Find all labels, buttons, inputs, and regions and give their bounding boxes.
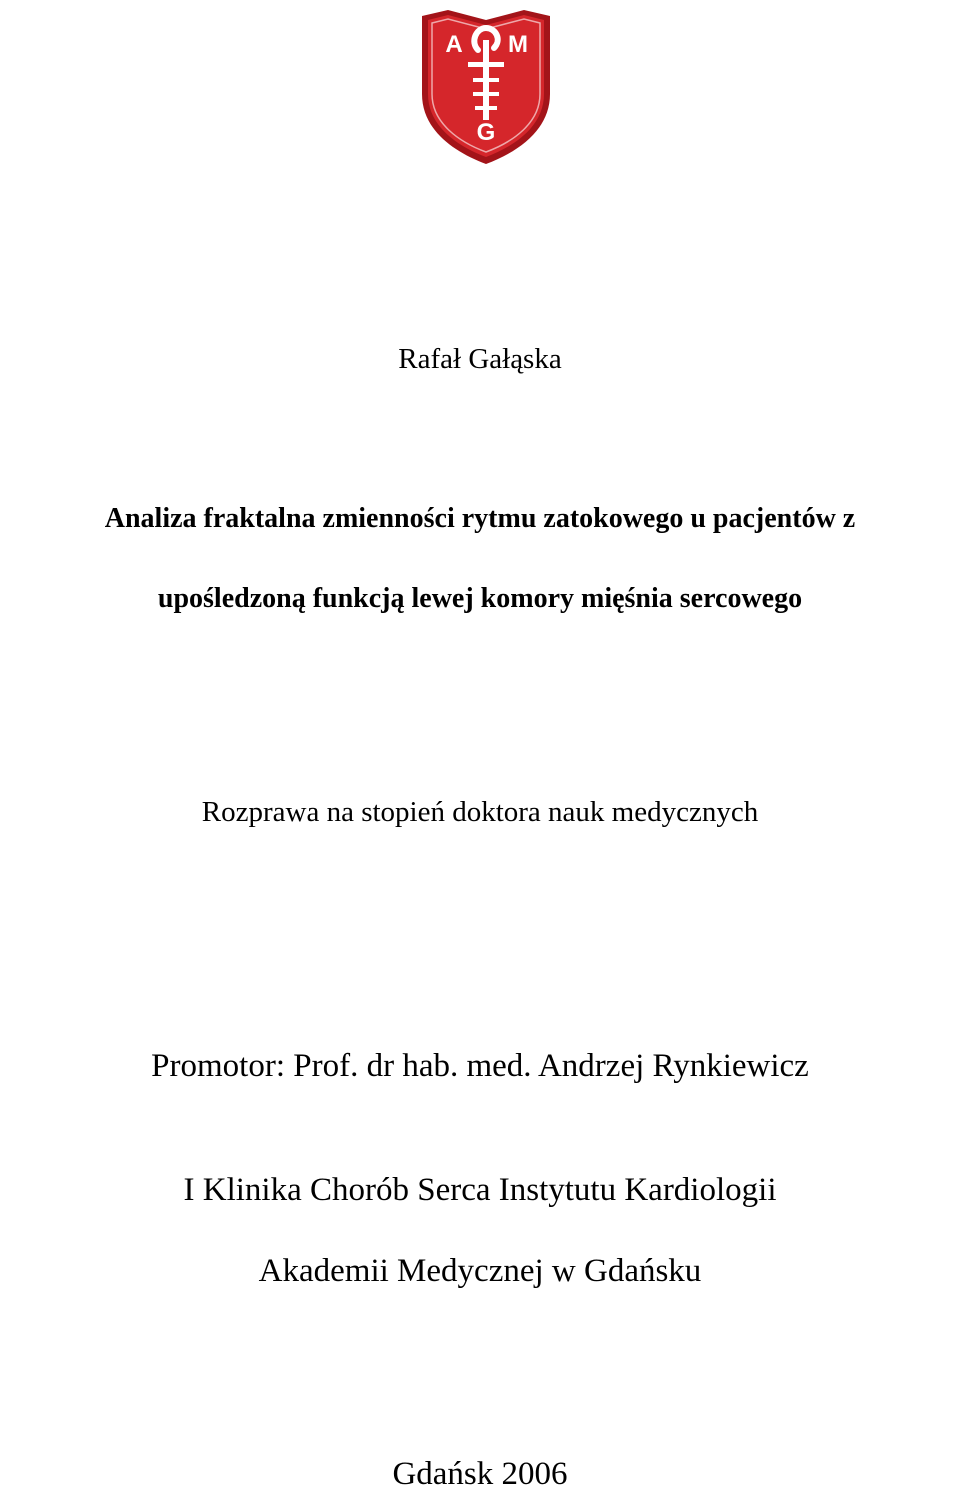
promotor: Promotor: Prof. dr hab. med. Andrzej Rynkiewicz (151, 1048, 809, 1084)
place-and-year: Gdańsk 2006 (392, 1456, 568, 1492)
institution-line-1: I Klinika Chorób Serca Instytutu Kardiologii (183, 1172, 777, 1208)
degree-description: Rozprawa na stopień doktora nauk medycznych (201, 796, 759, 828)
logo-letter-a: A (445, 31, 463, 58)
author-name: Rafał Gałąska (398, 343, 562, 375)
logo-letter-m: M (508, 31, 528, 58)
thesis-title-line-1: Analiza fraktalna zmienności rytmu zatokowego u pacjentów z (104, 503, 856, 534)
logo-letter-g: G (476, 119, 496, 146)
university-logo (418, 6, 554, 168)
institution-line-2: Akademii Medycznej w Gdańsku (258, 1253, 702, 1289)
thesis-title-line-2: upośledzoną funkcją lewej komory mięśnia sercowego (157, 583, 803, 614)
